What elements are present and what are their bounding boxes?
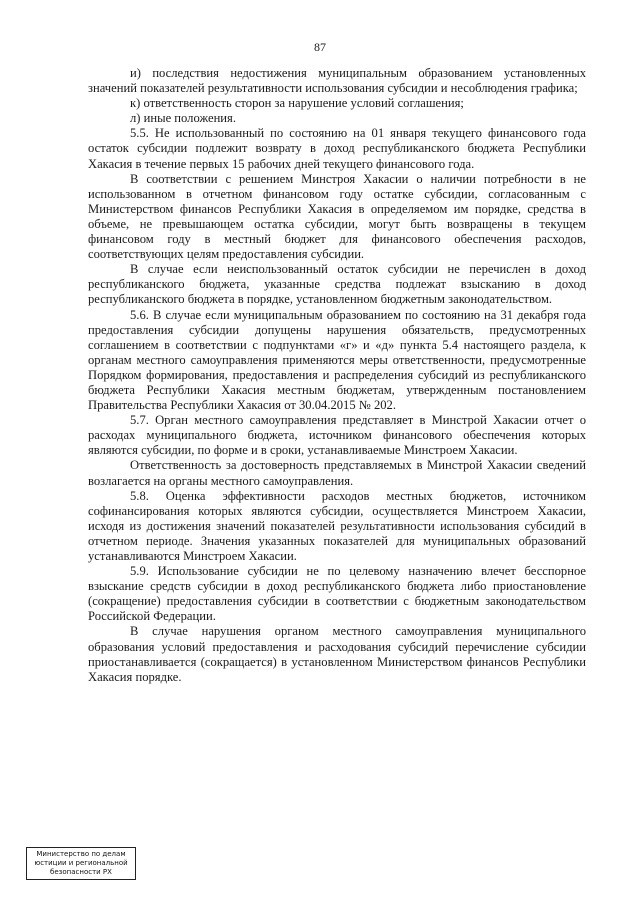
- paragraph-5-5: 5.5. Не использованный по состоянию на 01 января текущего финансового года остаток субсидии подлежит возврату в доход республиканского бюджета Республики Хакасия в течение первых 15 рабочих дней текущего финансового года.: [88, 126, 586, 171]
- paragraph-5-5-return: В соответствии с решением Минстроя Хакасии о наличии потребности в не использованном в отчетном финансовом году остатке субсидии, согласованным с Министерством финансов Республики Хакасия в определяемом им порядке, средства в объеме, не превышающем остатка субсидии, могут быть возвращены в текущем финансовом году в местный бюджет для финансового обеспечения расходов, соответствующих целям предоставления субсидии.: [88, 171, 586, 262]
- paragraph-item-k: к) ответственность сторон за нарушение условий соглашения;: [130, 96, 464, 111]
- paragraph-5-6: 5.6. В случае если муниципальным образованием по состоянию на 31 декабря года предоставления субсидии допущены нарушения обязательств, предусмотренных соглашением в соответствии с подпунктами «г» и «д» пункта 5.4 настоящего раздела, к органам местного самоуправления применяются меры ответственности, предусмотренные Порядком формирования, предоставления и распределения субсидий из республиканского бюджета Республики Хакасия местным бюджетам, утвержденным постановлением Правительства Республики Хакасия от 30.04.2015 № 202.: [88, 307, 586, 413]
- paragraph-item-i: и) последствия недостижения муниципальным образованием установленных значений показателей результативности использования субсидии и несоблюдения графика;: [88, 66, 586, 96]
- paragraph-5-7: 5.7. Орган местного самоуправления представляет в Минстрой Хакасии отчет о расходах муниципального бюджета, источником финансового обеспечения которых являются субсидии, по форме и в сроки, устанавливаемые Минстроем Хакасии.: [88, 413, 586, 458]
- stamp-line: юстиции и региональной: [34, 859, 128, 867]
- paragraph-5-7-responsibility: Ответственность за достоверность представляемых в Минстрой Хакасии сведений возлагается на органы местного самоуправления.: [88, 458, 586, 488]
- ministry-stamp: [26, 847, 136, 880]
- paragraph-5-9-violation: В случае нарушения органом местного самоуправления муниципального образования условий предоставления и расходования субсидий перечисление субсидии приостанавливается (сокращается) в установленном Министерством финансов Республики Хакасия порядке.: [88, 624, 586, 684]
- paragraph-5-8: 5.8. Оценка эффективности расходов местных бюджетов, источником софинансирования которых являются субсидии, осуществляется Минстроем Хакасии, исходя из достижения значений показателей результативности использования субсидий в отчетном периоде. Значения указанных показателей для муниципальных образований устанавливаются Минстроем Хакасии.: [88, 488, 586, 563]
- paragraph-5-9: 5.9. Использование субсидии не по целевому назначению влечет бесспорное взыскание средств субсидии в доход республиканского бюджета либо приостановление (сокращение) предоставления субсидии в соответствии с бюджетным законодательством Российской Федерации.: [88, 564, 586, 624]
- stamp-line: Министерство по делам: [36, 850, 126, 858]
- paragraph-5-5-recovery: В случае если неиспользованный остаток субсидии не перечислен в доход республиканского бюджета, указанные средства подлежат взысканию в доход республиканского бюджета в порядке, установленном бюджетным законодательством.: [88, 262, 586, 307]
- document-body: [88, 66, 586, 685]
- paragraph-item-l: л) иные положения.: [130, 111, 236, 126]
- stamp-line: безопасности РХ: [50, 868, 112, 876]
- page-number: 87: [314, 40, 326, 54]
